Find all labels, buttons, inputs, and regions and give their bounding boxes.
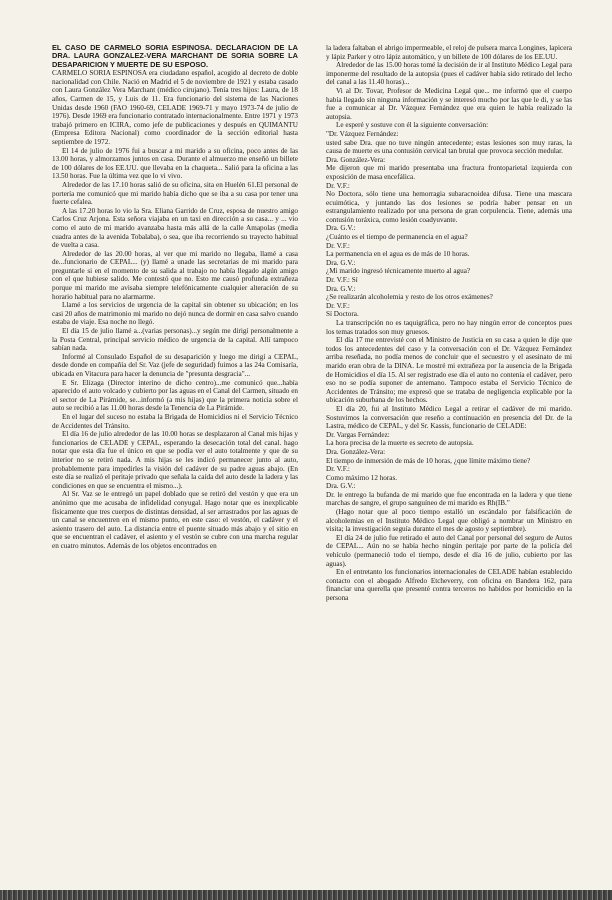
- right-column: [326, 44, 572, 874]
- dialogue-line: Dr. V.F.:: [326, 465, 350, 474]
- paragraph: Informé al Consulado Español de su desaparición y luego me dirigí a CEPAL, desde donde en compañía del Sr. Vaz (jefe de seguridad) fuimos a las 24a Comisaría, ubicada en Vitacura para hacer la denuncia de "presunta desgracia"...: [52, 352, 298, 378]
- paragraph: El día 16 de julio alrededor de las 10.00 horas se desplazaron al Canal mis hijas y funcionarios de CELADE y CEPAL, esperando la desecación total del canal. hago notar que esta día fue el único en que se podía ver el auto totalmente y que de su interior no se retiró nada. A mis hijas se les indicó permanecer junto al auto, probablemente para impedirles la visión del cadáver de su padre aguas abajo. (En este día se realizó el peritaje privado que señala la caída del auto desde la ladera y las condiciones en que se encuentra el mismo...).: [52, 430, 298, 490]
- dialogue-line: Sí Doctora.: [326, 310, 359, 319]
- paragraph: El día 20, fui al Instituto Médico Legal a retirar el cadáver de mi marido. Sostuvimos la conversación que reseño a continuación en presencia del Dr. de la Lastra, médico de CEPAL, y del Sr. Kassis, funcionario de CELADE:: [326, 404, 572, 431]
- paragraph: Llamé a los servicios de urgencia de la capital sin obtener su ubicación; en los casi 20 años de matrimonio mi marido no dejó nunca de dormir en casa salvo cuando estaba de viaje. Esa noche no llegó.: [52, 301, 298, 327]
- dialogue-line: ¿Cuánto es el tiempo de permanencia en el agua?: [326, 233, 468, 242]
- dialogue-line: Dr. V.F.:: [326, 241, 350, 250]
- dialogue-line: La permanencia en el agua es de más de 10 horas.: [326, 250, 470, 259]
- paragraph: La transcripción no es taquigráfica, pero no hay ningún error de conceptos pues los temas tratados son muy gruesos.: [326, 319, 572, 336]
- dialogue-line: Dra. G.V.:: [326, 482, 356, 491]
- paragraph: la ladera faltaban el abrigo impermeable, el reloj de pulsera marca Longines, lapicera y lápiz Parker y otro lápiz automático, y un billete de 100 dólares de los EE.UU.: [326, 44, 572, 61]
- paragraph: En el entretanto los funcionarios internacionales de CELADE habían establecido contacto con el abogado Alfredo Etcheverry, con oficina en Bandera 162, para financiar una querella que presenté contra terceros no habidos por homicidio en la persona: [326, 568, 572, 602]
- paragraph: (Hago notar que al poco tiempo estalló un escándalo por falsificación de alcoholemias en el Instituto Médico Legal que obligó a nombrar un Ministro en visita; la investigación seguía durante el mes de agosto y septiembre).: [326, 508, 572, 534]
- dialogue-line: Dr. le entrego la bufanda de mi marido que fue encontrada en la ladera y que tiene marchas de sangre, el grupo sanguíneo de mi marido es Rh(IB.": [326, 490, 572, 508]
- dialogue-line: Dr. V.F.:: [326, 301, 350, 310]
- dialogue-line: ¿Mi marido ingresó técnicamente muerto al agua?: [326, 267, 471, 276]
- paragraph: Alrededor de las 20.00 horas, al ver que mi marido no llegaba, llamé a casa de...funcionario de CEPAL... (y) llamé a unade las secretarias de mi marido para preguntarle si en el momento de su salida al trabajo no había llegado algún amigo con el que hubiese salido. Me contestó que no. Esto me causó profunda extrañeza porque mi marido me avisaba siempre telefónicamente cualquier alteración de su horario habitual para no alarmarme.: [52, 249, 298, 301]
- dialogue-line: La hora precisa de la muerte es secreto de autopsia.: [326, 439, 474, 448]
- dialogue-line: Dra. González-Vera:: [326, 447, 386, 456]
- dialogue-line: Dr. V.F.: Sí: [326, 276, 358, 285]
- paragraph: El 14 de julio de 1976 fui a buscar a mi marido a su oficina, poco antes de las 13.00 horas, y almorzamos juntos en casa. Durante el almuerzo me enseñó un billete de 100 dólares de los EE.UU. que llevaba en la chaqueta... Salió para la oficina a las 13.50 horas. Fue la última vez que lo vi vivo.: [52, 146, 298, 181]
- dialogue-line: Dra. G.V.:: [326, 284, 356, 293]
- paragraph: El día 15 de julio llamé a...(varias personas)...y según me dirigí personalmente a la Posta Central, principal servicio médico de urgencia de la capital. Allí tampoco sabían nada.: [52, 327, 298, 353]
- paragraph: A las 17.20 horas lo vio la Sra. Eliana Garrido de Cruz, esposa de nuestro amigo Carlos Cruz Arjona. Esta señora viajaba en un taxi en dirección a su casa... y ... vio como el auto de mi marido avanzaba hasta más allá de la calle Amapolas (media cuadra antes de la avenida Tobalaba), o sea, que iba recorriendo su trayecto habitual de vuelta a casa.: [52, 206, 298, 250]
- paragraph: Al Sr. Vaz se le entregó un papel doblado que se retiró del vestón y que era un anónimo que me acusaba de infidelidad conyugal. Hago notar que es inexplicable físicamente que tres cuerpos de distintas densidad, al ser arrastrados por las aguas de un canal se encuentren en el mismo punto, en este caso: el vestón, el cadáver y el asiento trasero del auto. La distancia entre el puente situado más abajo y el sitio en que se encuentran el cadáver, el asiento y el vestón se cubre con una marcha regular en cuatro minutos. Además de los objetos encontrados en: [52, 490, 298, 550]
- paragraph: Alrededor de las 17.10 horas salió de su oficina, sita en Huelén 61.El personal de portería me comunicó que mi marido había dicho que se iba a su casa por tener una fuerte cefalea.: [52, 180, 298, 207]
- article-headline: EL CASO DE CARMELO SORIA ESPINOSA. DECLARACION DE LA DRA. LAURA GONZALEZ-VERA MARCHANT DE SORIA SOBRE LA DESAPARICION Y MUERTE DE SU ESPOSO.: [52, 44, 298, 69]
- scan-edge-strip: [0, 890, 612, 900]
- paragraph: En el lugar del suceso no estaba la Brigada de Homicidios ni el Servicio Técnico de Accidentes del Tránsito.: [52, 412, 298, 430]
- dialogue-line: usted sabe Dra. que no tuve ningún antecedente; estas lesiones son muy raras, la causa de muerte es una contusión cervical tan brutal que provoca sección medular.: [326, 138, 572, 156]
- paragraph: E Sr. Elizaga (Director interino de dicho centro)...me comunicó que...había aparecido el auto volcado y cubierto por las aguas en el Canal del Carmen, situado en el sector de La Pirámide, se...informó (a mis hijas) que la primera noticia sobre el auto se recibió a las 11.00 horas desde la Tenencia de La Pirámide.: [52, 378, 298, 413]
- dialogue-line: Dr. V.F.:: [326, 181, 350, 190]
- dialogue-line: Dra. G.V.:: [326, 258, 356, 267]
- dialogue-line: Dra. G.V.:: [326, 224, 356, 233]
- dialogue-line: El tiempo de inmersión de más de 10 horas, ¿que límite máximo tiene?: [326, 456, 531, 465]
- paragraph: El día 17 me entrevisté con el Ministro de Justicia en su casa a quien le dije que todos los antecedentes del caso y la conversación con el Dr. Vázquez Fernández arriba reseñada, no podía menos de concluir que el secuestro y el asesinato de mi marido eran obra de la DINA. Le mostré mi extrañeza por la ausencia de la Brigada de Homicidios el día 15. Al ser registrado ese día el auto no contenía el cadáver, pero eso no se podía suponer de antemano. Tampoco estaba el Servicio Técnico de Accidentes de Tránsito; me expresó que se trataba de negligencia explicable por la ubicación suburbana de los hechos.: [326, 336, 572, 405]
- left-column: [52, 44, 298, 874]
- paragraph: Alrededor de las 15.00 horas tomé la decisión de ir al Instituto Médico Legal para imponerme del resultado de la autopsia (pues el cadáver había sido retirado del lecho del canal a las 11.40 horas)...: [326, 61, 572, 87]
- article-columns: [52, 44, 572, 874]
- dialogue-line: No Doctora, sólo tiene una hemorragia subaracnoidea difusa. Tiene una mascara ecuimótica, y juntando las dos lesiones se podría haber pensar en un estrangulamiento realizado por una persona de gran corpulencia. Tiene, además una contusión toráxica, como lesión coadyuvante.: [326, 190, 572, 224]
- dialogue-line: Como máximo 12 horas.: [326, 473, 398, 482]
- dialogue-line: Me dijeron que mi marido presentaba una fractura frontoparietal izquierda con exposición de masa encefálica.: [326, 164, 572, 181]
- dialogue-line: Dra. González-Vera:: [326, 155, 386, 164]
- paragraph: CARMELO SORIA ESPINOSA era ciudadano español, acogido al decreto de doble nacionalidad con Chile. Nació en Madrid el 5 de noviembre de 1921 y estaba casado con Laura González Vera Marchant (médico cirujano). Tenía tres hijos: Laura, de 18 años, Carmen de 15, y Luis de 11. Era funcionario del sistema de las Naciones Unidas desde 1960 (FAO 1960-69, CELADE 1969-71 y mayo 1973-74 de julio de 1976). Desde 1969 era funcionario contratado internacionalmente. Entre 1971 y 1973 trabajó primero en ICIRA, como jefe de publicaciones y después en QUIMANTU (Empresa Editora Nacional) como coordinador de la sección editorial hasta septiembre de 1972.: [52, 69, 298, 146]
- dialogue-line: ¿Se realizarán alcoholemia y resto de los otros exámenes?: [326, 293, 493, 302]
- paragraph: El día 24 de julio fue retirado el auto del Canal por personal del seguro de Autos de CEPAL... Aún no se había hecho ningún peritaje por parte de la policía del vehículo (permaneció todo el tiempo, desde el día 16 de julio, cubierto por las aguas).: [326, 533, 572, 568]
- paragraph: Vi al Dr. Tovar, Profesor de Medicina Legal que... me informó que el cuerpo había llegado sin ninguna información y se interesó mucho por las que le di, y se las fue a comunicar al Dr. Vázquez Fernández que era quien le había realizado la autopsia.: [326, 86, 572, 121]
- dialogue-line: "Dr. Vázquez Fernández:: [326, 129, 399, 138]
- dialogue-line: Dr. Vargas Fernández:: [326, 430, 390, 439]
- paragraph: Le esperé y sostuve con él la siguiente conversación:: [336, 121, 489, 130]
